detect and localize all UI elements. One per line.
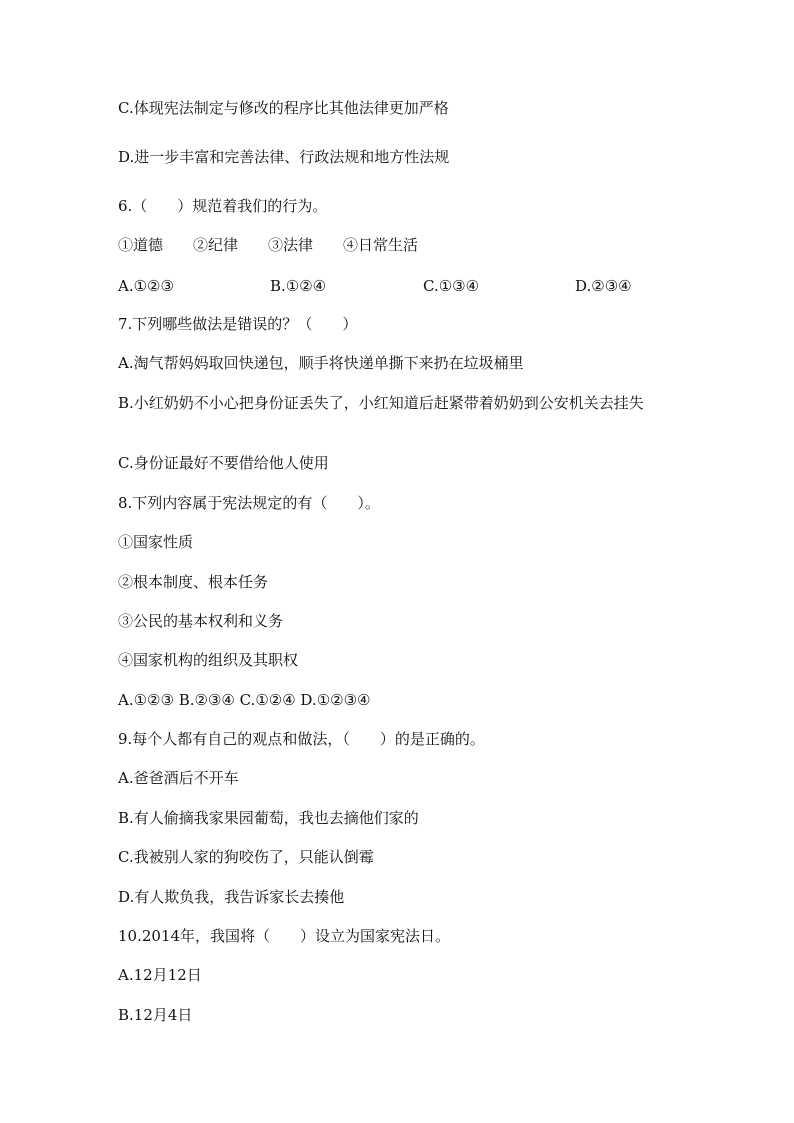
question-6-options bbox=[118, 276, 678, 296]
question-10-option-a: A.12月12日 bbox=[118, 966, 202, 984]
question-8-item-1: ①国家性质 bbox=[118, 533, 194, 551]
option-d-line: D.进一步丰富和完善法律、行政法规和地方性法规 bbox=[118, 148, 450, 166]
option-a: A.①②③ bbox=[118, 277, 174, 295]
question-7-option-a: A.淘气帮妈妈取回快递包，顺手将快递单撕下来扔在垃圾桶里 bbox=[118, 354, 524, 372]
option-d: D.②③④ bbox=[575, 277, 632, 295]
question-8-options: A.①②③ B.②③④ C.①②④ D.①②③④ bbox=[118, 691, 371, 709]
question-6-items: ①道德 ②纪律 ③法律 ④日常生活 bbox=[118, 236, 419, 254]
question-7: 7.下列哪些做法是错误的？（ ） bbox=[118, 315, 358, 333]
question-7-option-b: B.小红奶奶不小心把身份证丢失了，小红知道后赶紧带着奶奶到公安机关去挂失 bbox=[118, 394, 644, 412]
question-9-option-c: C.我被别人家的狗咬伤了，只能认倒霉 bbox=[118, 848, 374, 866]
option-b: B.①②④ bbox=[270, 277, 327, 295]
question-8-item-4: ④国家机构的组织及其职权 bbox=[118, 651, 299, 669]
option-c-line: C.体现宪法制定与修改的程序比其他法律更加严格 bbox=[118, 99, 449, 117]
question-6: 6.（ ）规范着我们的行为。 bbox=[118, 197, 328, 215]
question-8-item-2: ②根本制度、根本任务 bbox=[118, 573, 269, 591]
question-9-option-a: A.爸爸酒后不开车 bbox=[118, 769, 239, 787]
question-9-option-d: D.有人欺负我，我告诉家长去揍他 bbox=[118, 888, 345, 906]
question-8: 8.下列内容属于宪法规定的有（ ）。 bbox=[118, 494, 380, 512]
question-8-item-3: ③公民的基本权利和义务 bbox=[118, 612, 284, 630]
question-9-option-b: B.有人偷摘我家果园葡萄，我也去摘他们家的 bbox=[118, 809, 419, 827]
question-10-option-b: B.12月4日 bbox=[118, 1006, 193, 1024]
option-c: C.①③④ bbox=[423, 277, 480, 295]
question-10: 10.2014年，我国将（ ）设立为国家宪法日。 bbox=[118, 927, 451, 945]
question-7-option-c: C.身份证最好不要借给他人使用 bbox=[118, 454, 329, 472]
question-9: 9.每个人都有自己的观点和做法，（ ）的是正确的。 bbox=[118, 730, 485, 748]
